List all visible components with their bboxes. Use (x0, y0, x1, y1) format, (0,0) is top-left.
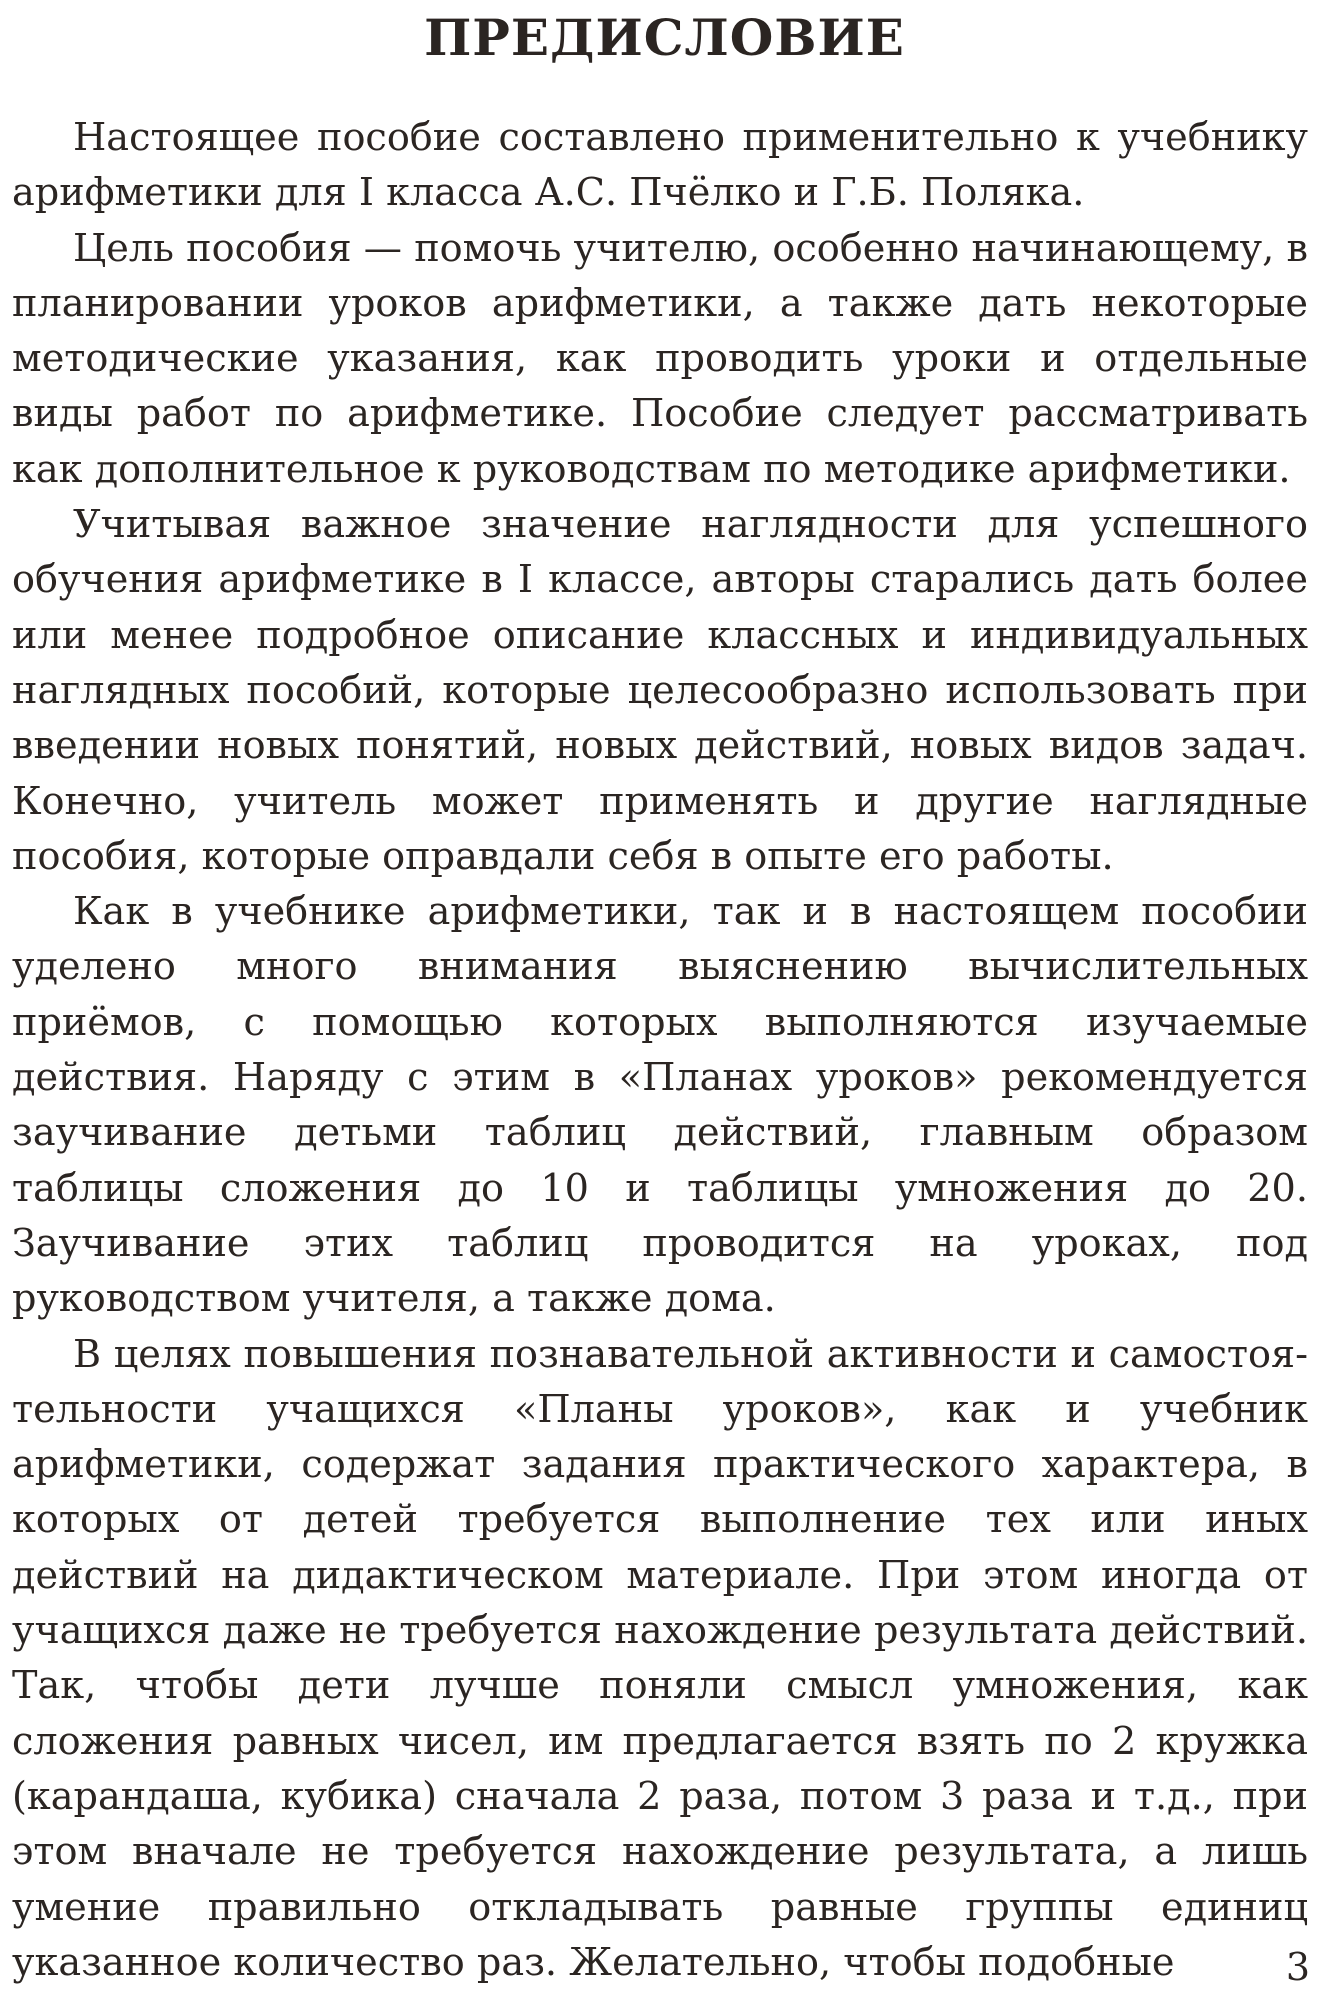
paragraph-5: В целях повышения познавательной активности и самостоятельности учащихся «Планы уроков», как и учебник арифметики, содержат задания практического характера, в которых от детей требуется выполнение тех или иных действий на дидактическом материале. При этом иногда от учащихся даже не требуется нахождение результата действий. Так, чтобы дети лучше поняли смысл умножения, как сложения равных чисел, им предлагается взять по 2 кружка (карандаша, кубика) сначала 2 раза, потом 3 раза и т.д., при этом вначале не требуется нахождение результата, а лишь умение правильно откладывать равные группы единиц указанное количество раз. Желательно, чтобы подобные (12, 1332, 1308, 1985)
page-title: ПРЕДИСЛОВИЕ (424, 8, 905, 67)
page-number: 3 (1285, 1945, 1310, 1989)
paragraph-4: Как в учебнике арифметики, так и в настоящем пособии уделено много внимания выяснению вычислительных приёмов, с помощью которых выполняются изучаемые действия. Наряду с этим в «Планах уроков» рекомендуется заучивание детьми таблиц действий, главным образом таблицы сложения до 10 и таблицы умножения до 20. Заучивание этих таблиц проводится на уроках, под руководством учителя, а также дома. (12, 890, 1308, 1322)
body-text (12, 111, 1308, 1991)
paragraph-3: Учитывая важное значение наглядности для успешного обучения арифметике в I классе, авторы старались дать более или менее подробное описание классных и индивидуальных наглядных пособий, которые целесообразно использовать при введении новых понятий, новых действий, новых видов задач. Конечно, учитель может применять и другие наглядные пособия, которые оправдали себя в опыте его работы. (12, 503, 1308, 879)
paragraph-1: Настоящее пособие составлено применительно к учебнику арифметики для I класса А.С. Пчёлко и Г.Б. Поляка. (12, 116, 1308, 216)
paragraph-2: Цель пособия — помочь учителю, особенно начинающему, в планировании уроков арифметики, а также дать некоторые методические указания, как проводить уроки и отдельные виды работ по арифметике. Пособие следует рассматривать как дополнительное к руководствам по методике арифметики. (12, 226, 1308, 492)
